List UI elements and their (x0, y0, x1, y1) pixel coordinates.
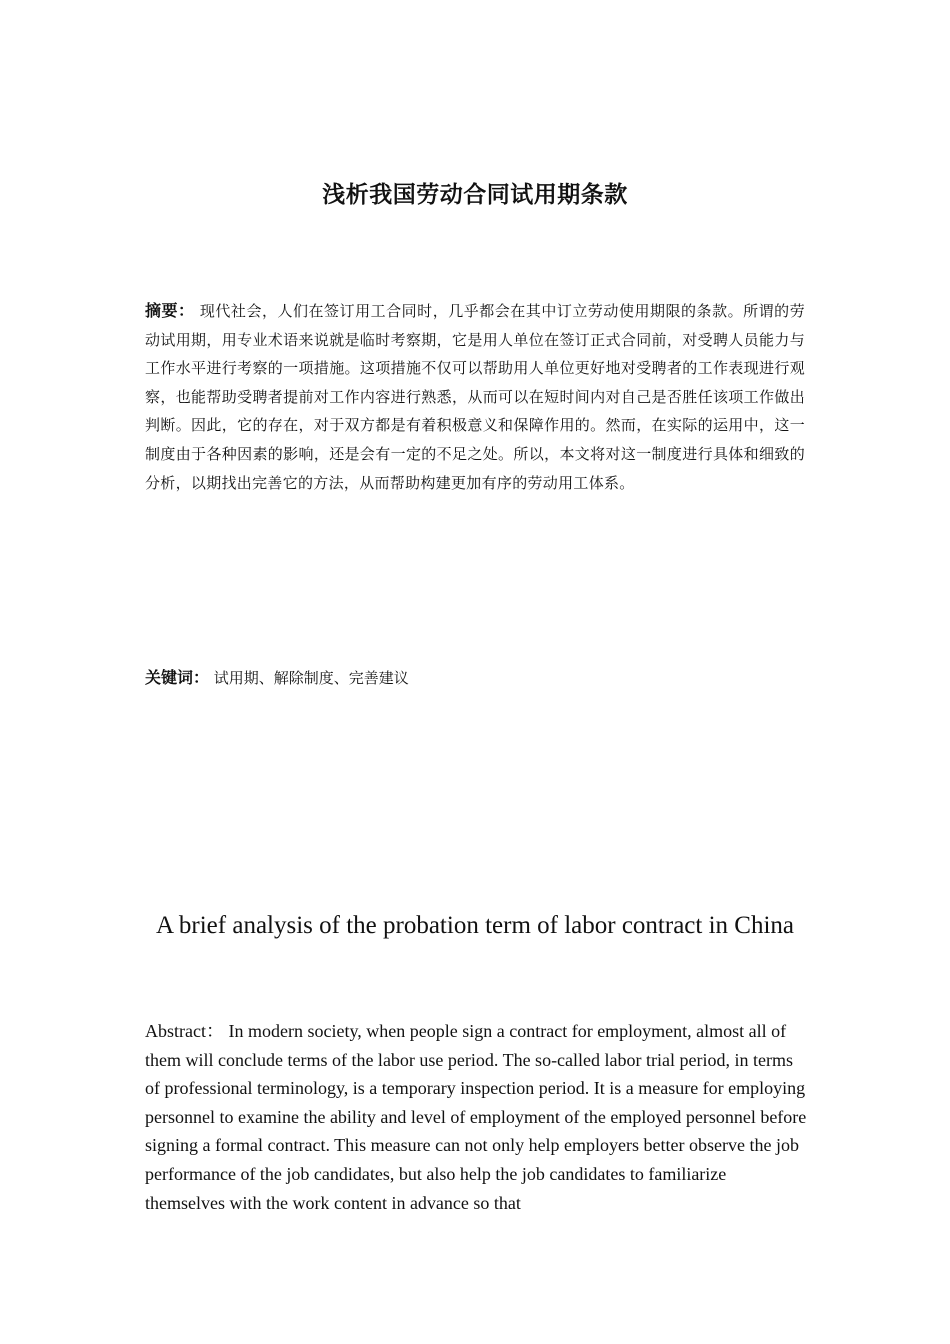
chinese-abstract-text: 现代社会，人们在签订用工合同时，几乎都会在其中订立劳动使用期限的条款。所谓的劳动试用期，用专业术语来说就是临时考察期，它是用人单位在签订正式合同前，对受聘人员能力与工作水平进行考察的一项措施。这项措施不仅可以帮助用人单位更好地对受聘者的工作表现进行观察，也能帮助受聘者提前对工作内容进行熟悉，从而可以在短时间内对自己是否胜任该项工作做出判断。因此，它的存在，对于双方都是有着积极意义和保障作用的。然而，在实际的运用中，这一制度由于各种因素的影响，还是会有一定的不足之处。所以，本文将对这一制度进行具体和细致的分析，以期找出完善它的方法，从而帮助构建更加有序的劳动用工体系。 (145, 302, 805, 492)
english-title: A brief analysis of the probation term of labor contract in China (155, 912, 794, 939)
chinese-abstract-label: 摘要： (145, 301, 195, 320)
chinese-keywords (145, 664, 805, 692)
english-abstract-label: Abstract： (145, 1021, 224, 1041)
chinese-keywords-label: 关键词： (145, 668, 210, 687)
chinese-abstract (145, 297, 805, 497)
english-abstract-text: In modern society, when people sign a contract for employment, almost all of them will conclude terms of the labor use period. The so-called labor trial period, in terms of professional terminology, is a temporary inspection period. It is a measure for employing personnel to examine the ability and level of employment of the employed personnel before signing a formal contract. This measure can not only help employers better observe the job performance of the job candidates, but also help the job candidates to familiarize themselves with the work content in advance so that (145, 1021, 807, 1213)
chinese-title: 浅析我国劳动合同试用期条款 (322, 182, 628, 208)
chinese-keywords-text: 试用期、解除制度、完善建议 (213, 669, 409, 687)
english-abstract (145, 1017, 807, 1217)
